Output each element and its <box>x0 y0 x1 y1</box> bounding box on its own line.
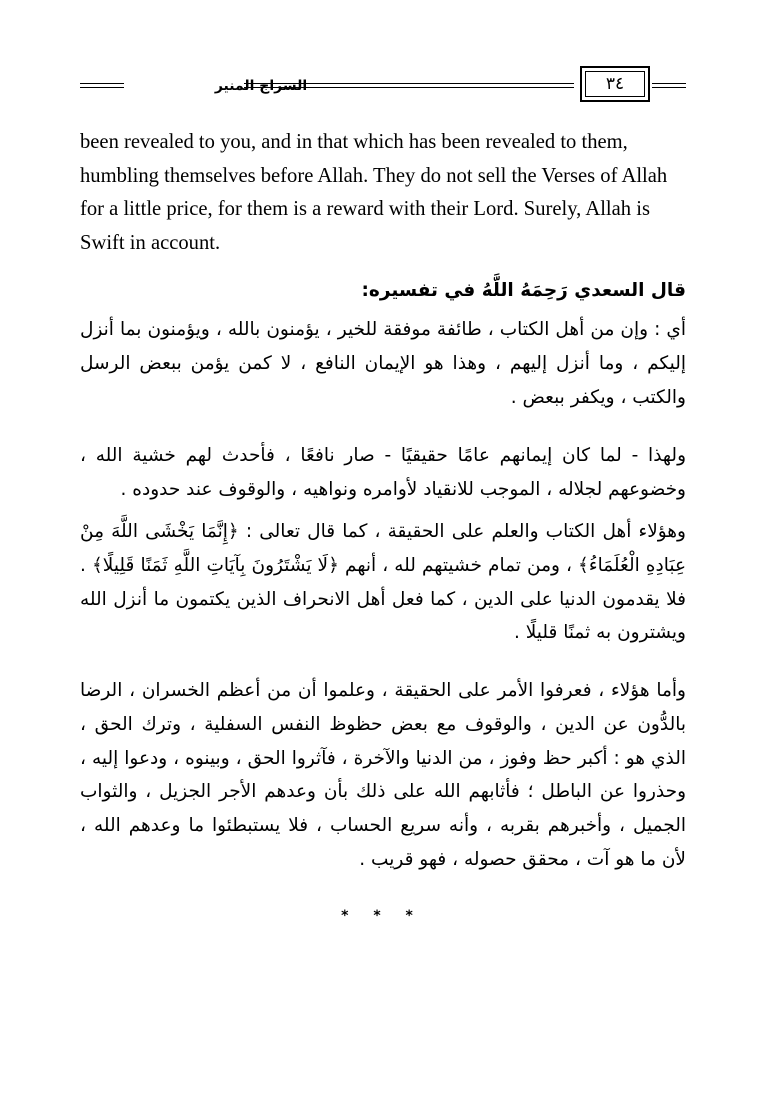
page-number-box <box>580 66 650 102</box>
arabic-paragraph-1 <box>80 313 686 414</box>
page-header <box>80 66 686 106</box>
english-translation <box>80 126 690 260</box>
arabic-paragraph-4-text: وأما هؤلاء ، فعرفوا الأمر على الحقيقة ، وعلموا أن من أعظم الخسران ، الرضا بالدُّون عن الدين ، والوقوف مع بعض حظوظ النفس السفلية ، وترك الحق ، الذي هو : أكبر حظ وفوز ، من الدنيا والآخرة ، فآثروا الحق ، وبينوه ، ودعوا إليه ، وحذروا عن الباطل ؛ فأثابهم الله على ذلك بأن وعدهم الأجر الجزيل ، والثواب الجميل ، وأخبرهم بقربه ، وأنه سريع الحساب ، فلا يستبطئوا ما وعدهم الله ، لأن ما هو آت ، محقق حصوله ، فهو قريب . <box>80 680 686 870</box>
arabic-paragraph-2-text: ولهذا - لما كان إيمانهم عامًا حقيقيًا - صار نافعًا ، فأحدث لهم خشية الله ، وخضوعهم لجلاله ، الموجب للانقياد لأوامره ونواهيه ، والوقوف عند حدوده . <box>80 445 686 500</box>
arabic-heading-block <box>80 274 686 308</box>
arabic-heading: قال السعدي رَحِمَهُ اللَّهُ في تفسيره: <box>361 280 686 301</box>
book-title: السراج المنير <box>214 78 308 94</box>
header-rule-right <box>652 83 686 84</box>
arabic-paragraph-2 <box>80 439 686 507</box>
page-number: ٣٤ <box>585 71 645 97</box>
section-separator: * * * <box>341 908 423 924</box>
arabic-paragraph-3-text: وهؤلاء أهل الكتاب والعلم على الحقيقة ، كما قال تعالى : ﴿إِنَّمَا يَخْشَى اللَّهَ مِنْ عِبَادِهِ الْعُلَمَاءُ﴾ ، ومن تمام خشيتهم لله ، أنهم ﴿لَا يَشْتَرُونَ بِآيَاتِ اللَّهِ ثَمَنًا قَلِيلًا﴾ . فلا يقدمون الدنيا على الدين ، كما فعل أهل الانحراف الذين يكتمون ما أنزل الله ويشترون به ثمنًا قليلًا . <box>80 521 686 644</box>
arabic-paragraph-4 <box>80 674 686 877</box>
english-paragraph: been revealed to you, and in that which has been revealed to them, humbling themselves before Allah. They do not sell the Verses of Allah for a little price, for them is a reward with their Lord. Surely, Allah is Swift in account. <box>80 131 668 254</box>
header-rule-left <box>80 83 124 84</box>
arabic-paragraph-1-text: أي : وإن من أهل الكتاب ، طائفة موفقة للخير ، يؤمنون بالله ، ويؤمنون بما أنزل إليكم ، وما أنزل إليهم ، وهذا هو الإيمان النافع ، لا كمن يؤمن ببعض الرسل والكتب ، ويكفر ببعض . <box>80 319 686 408</box>
arabic-paragraph-3 <box>80 515 686 650</box>
header-rule-middle <box>244 83 574 84</box>
